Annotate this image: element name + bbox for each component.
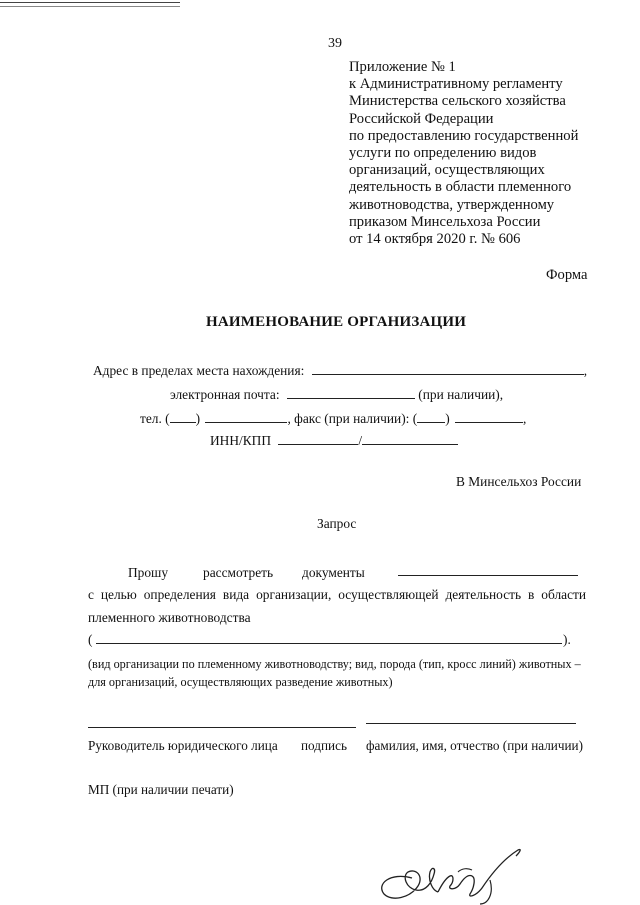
inn-kpp-label: ИНН/КПП <box>210 433 272 448</box>
header-rule-secondary <box>0 6 180 7</box>
email-field[interactable] <box>287 386 415 399</box>
address-row <box>93 362 587 379</box>
inn-field[interactable] <box>278 432 358 445</box>
name-label: фамилия, имя, отчество (при наличии) <box>366 738 584 753</box>
fax-close: ) <box>445 411 450 426</box>
organization-kind-field[interactable] <box>96 643 562 644</box>
open-paren: ( <box>88 632 93 647</box>
header-rule <box>0 2 180 3</box>
address-label: Адрес в пределах места нахождения: <box>93 363 305 378</box>
phone-fax-row <box>140 410 526 427</box>
fax-code-field[interactable] <box>417 410 445 423</box>
appendix-line: приказом Минсельхоза России <box>349 213 541 230</box>
phone-close: ) <box>195 411 201 426</box>
inn-kpp-separator: / <box>358 433 363 448</box>
email-row <box>170 386 503 403</box>
head-name-line[interactable] <box>88 727 356 728</box>
documents-field[interactable] <box>398 575 578 576</box>
kpp-field[interactable] <box>362 432 458 445</box>
email-label: электронная почта: <box>170 387 280 402</box>
appendix-line: Российской Федерации <box>349 110 494 127</box>
phone-label: тел. ( <box>140 411 170 426</box>
phone-number-field[interactable] <box>205 410 287 423</box>
address-end: , <box>583 363 588 378</box>
appendix-line: животноводства, утвержденному <box>349 196 555 213</box>
appendix-line: Министерства сельского хозяйства <box>349 93 566 110</box>
request-title: Запрос <box>317 516 357 531</box>
body-word-2: рассмотреть <box>203 565 274 580</box>
close-paren: ). <box>563 632 571 647</box>
note-line-2: для организаций, осуществляющих разведение животных) <box>88 675 393 689</box>
appendix-line: по предоставлению государственной <box>349 127 579 144</box>
appendix-line: от 14 октября 2020 г. № 606 <box>349 231 521 248</box>
recipient: В Минсельхоз России <box>456 474 582 489</box>
email-note: (при наличии), <box>418 387 504 402</box>
appendix-line: к Административному регламенту <box>349 76 563 93</box>
sign-label: подпись <box>301 738 347 753</box>
handwritten-signature <box>372 838 532 905</box>
phone-code-field[interactable] <box>170 410 196 423</box>
fax-end: , <box>523 411 527 426</box>
appendix-line: услуги по определению видов <box>349 145 537 162</box>
appendix-line: организаций, осуществляющих <box>349 162 545 179</box>
fax-number-field[interactable] <box>455 410 523 423</box>
appendix-line: Приложение № 1 <box>349 59 456 75</box>
full-name-line[interactable] <box>366 723 576 724</box>
organization-title: НАИМЕНОВАНИЕ ОРГАНИЗАЦИИ <box>206 314 467 330</box>
form-label: Форма <box>546 267 588 283</box>
body-line-2: с целью определения вида организации, осуществляющей деятельность в области <box>88 587 587 602</box>
fax-label: , факс (при наличии): ( <box>287 411 418 426</box>
address-field[interactable] <box>312 362 584 375</box>
stamp-label: МП (при наличии печати) <box>88 782 234 797</box>
body-word-1: Прошу <box>128 565 169 580</box>
body-line-3: племенного животноводства <box>88 610 251 625</box>
note-line-1: (вид организации по племенному животноводству; вид, порода (тип, кросс линий) животных – <box>88 657 581 671</box>
inn-kpp-row <box>210 432 458 449</box>
appendix-block <box>349 59 578 248</box>
appendix-line: деятельность в области племенного <box>349 179 572 196</box>
head-label: Руководитель юридического лица <box>88 738 278 753</box>
body-word-3: документы <box>302 565 365 580</box>
page-number: 39 <box>328 36 342 51</box>
